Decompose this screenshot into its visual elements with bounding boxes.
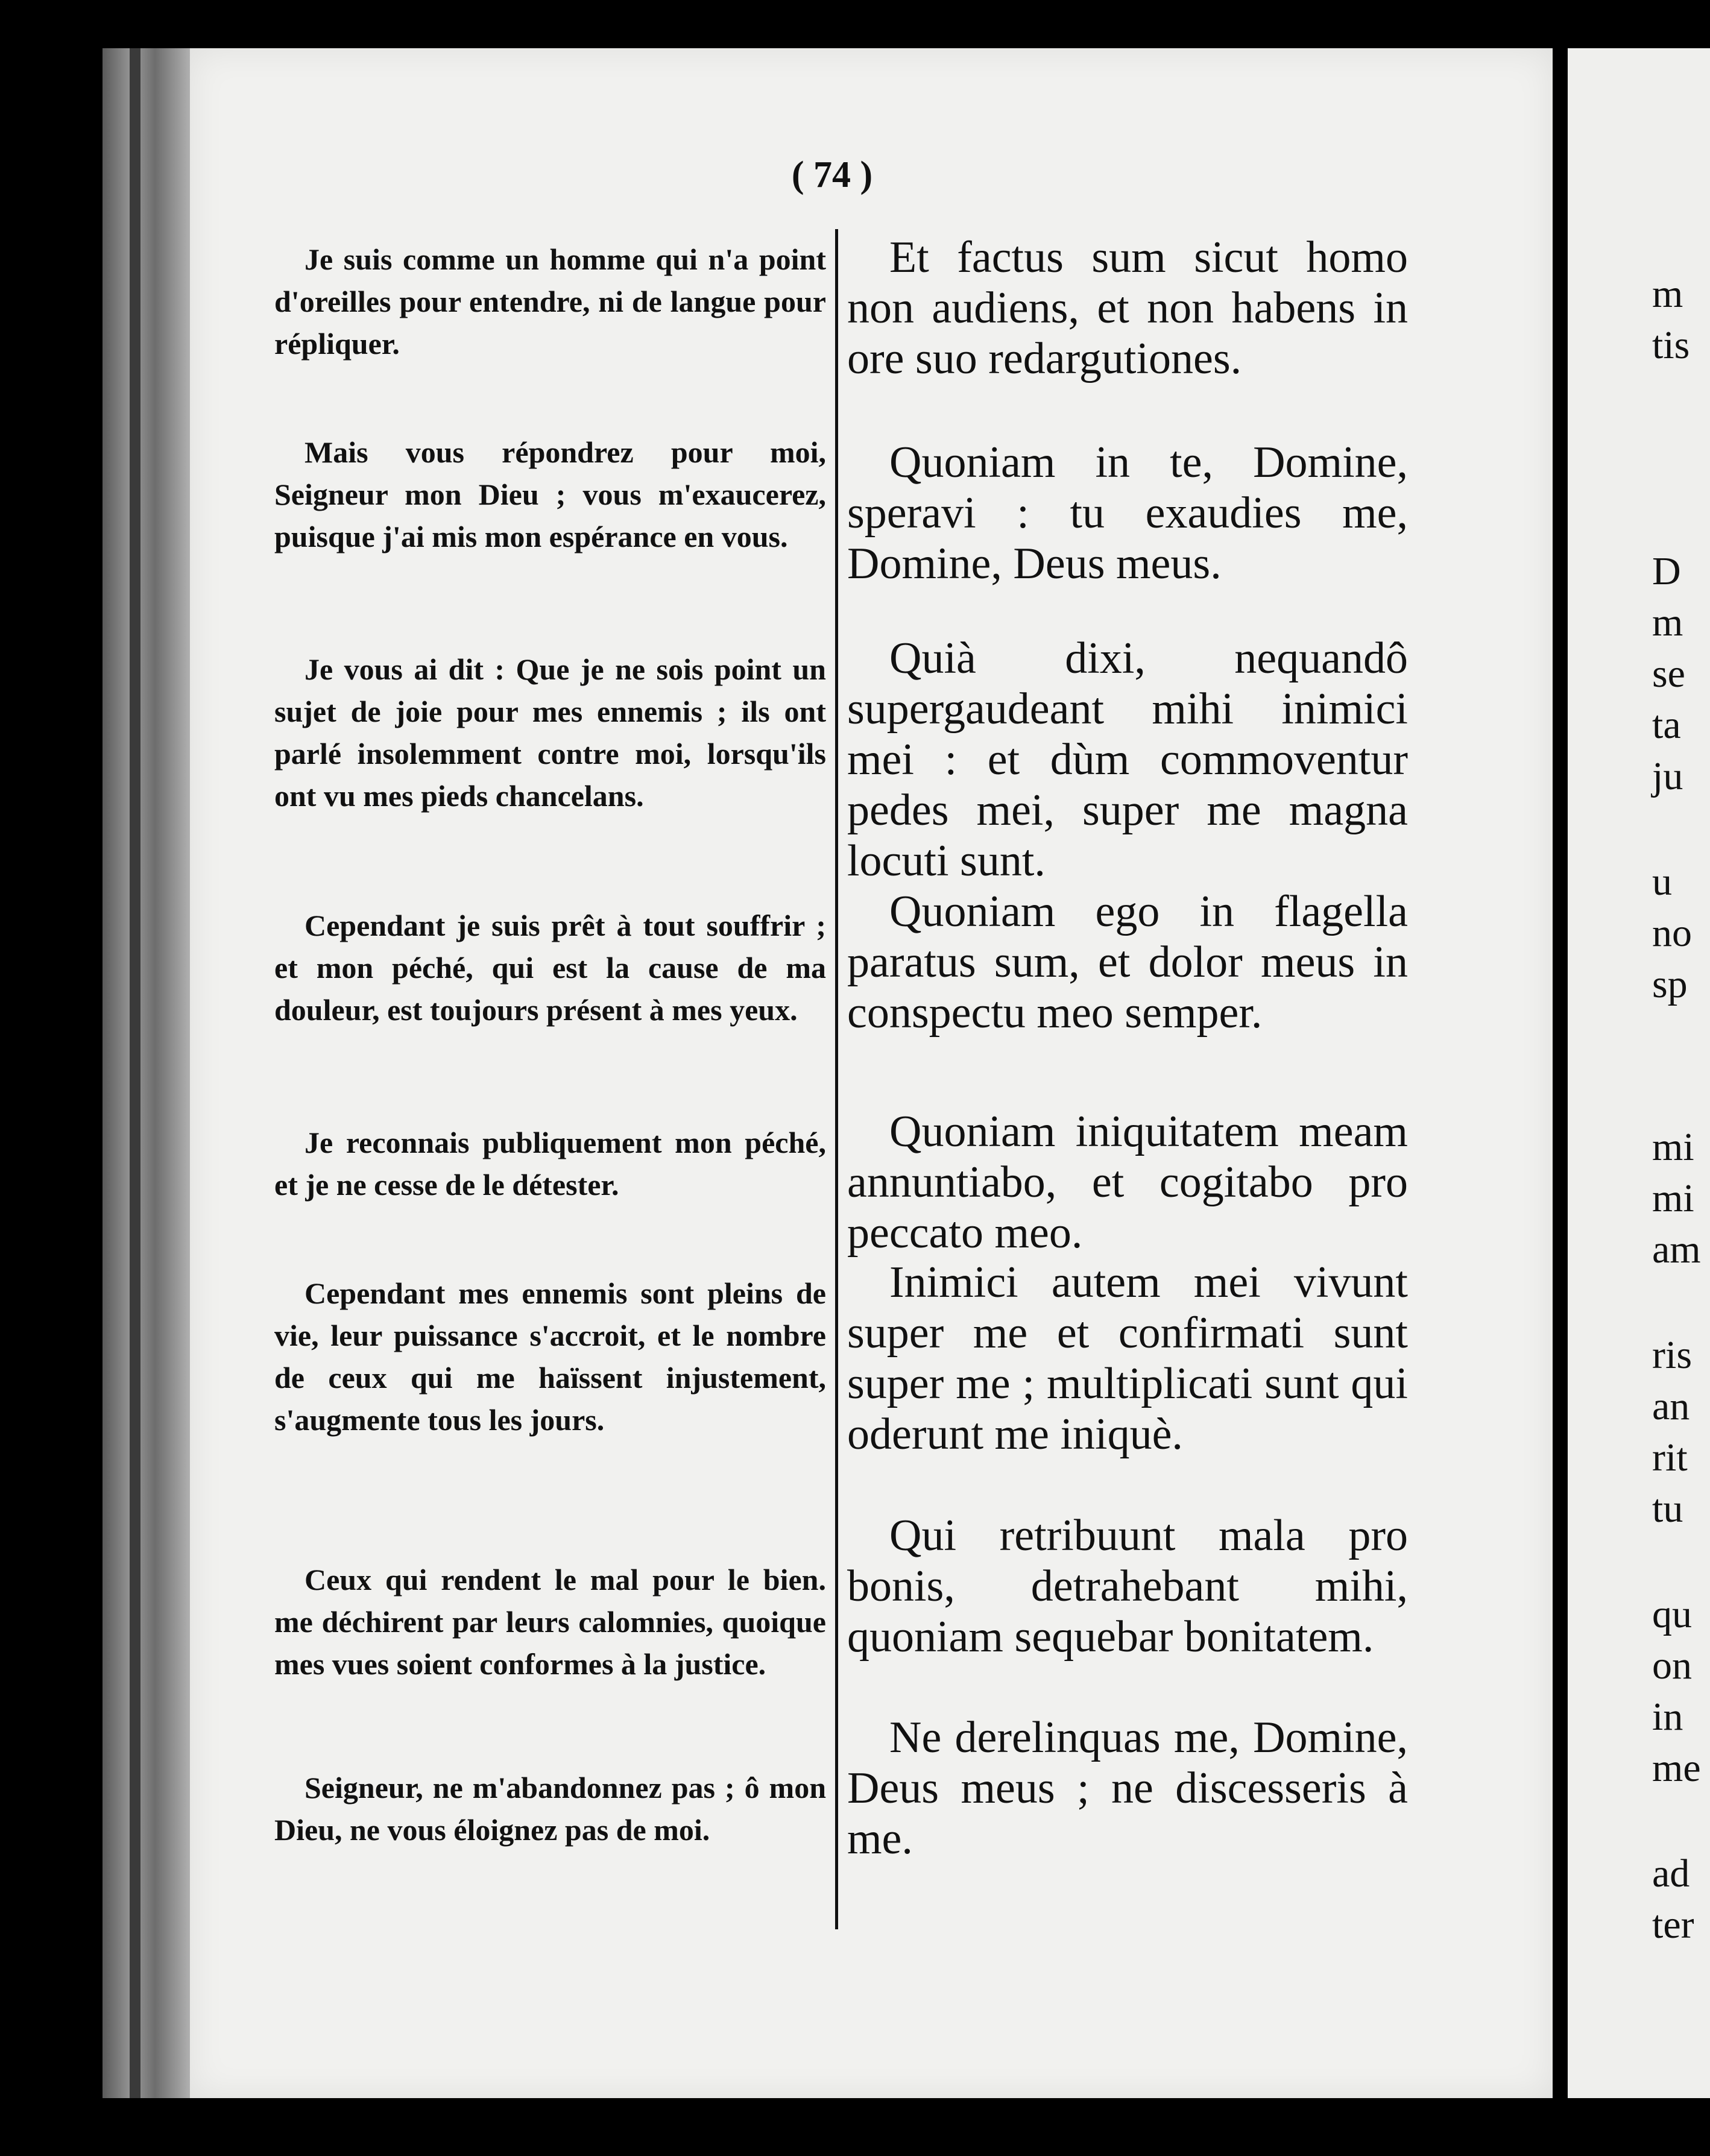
fragment: tu bbox=[1652, 1487, 1683, 1531]
latin-paragraph-7: Qui retribuunt mala pro bonis, detrahebant mihi, quoniam sequebar bonitatem. bbox=[847, 1511, 1408, 1662]
fragment: tis bbox=[1652, 323, 1690, 367]
fragment: no bbox=[1652, 911, 1692, 955]
fragment: in bbox=[1652, 1695, 1683, 1739]
fragment: ta bbox=[1652, 703, 1681, 747]
next-page-fragments bbox=[1568, 48, 1710, 2098]
latin-paragraph-4: Quoniam ego in flagella paratus sum, et dolor meus in conspectu meo semper. bbox=[847, 887, 1408, 1038]
fragment: rit bbox=[1652, 1436, 1688, 1480]
latin-paragraph-2: Quoniam in te, Domine, speravi : tu exaudies me, Domine, Deus meus. bbox=[847, 438, 1408, 588]
french-paragraph-8: Seigneur, ne m'abandonnez pas ; ô mon Dieu, ne vous éloignez pas de moi. bbox=[274, 1771, 826, 1847]
fragment: D bbox=[1652, 549, 1681, 593]
french-paragraph-7: Ceux qui rendent le mal pour le bien. me déchirent par leurs calomnies, quoique mes vues soient conformes à la justice. bbox=[274, 1563, 826, 1681]
fragment: on bbox=[1652, 1644, 1692, 1688]
latin-paragraph-3: Quià dixi, nequandô supergaudeant mihi inimici mei : et dùm commoventur pedes mei, super me magna locuti sunt. bbox=[847, 634, 1408, 886]
latin-paragraph-5: Quoniam iniquitatem meam annuntiabo, et cogitabo pro peccato meo. bbox=[847, 1107, 1408, 1258]
fragment: am bbox=[1652, 1228, 1701, 1272]
fragment: ju bbox=[1652, 754, 1683, 798]
fragment: m bbox=[1652, 600, 1683, 645]
fragment: me bbox=[1652, 1746, 1701, 1790]
fragment: mi bbox=[1652, 1176, 1694, 1220]
latin-paragraph-8: Ne derelinquas me, Domine, Deus meus ; ne discesseris à me. bbox=[847, 1713, 1408, 1864]
fragment: ter bbox=[1652, 1903, 1694, 1947]
french-paragraph-2: Mais vous répondrez pour moi, Seigneur mon Dieu ; vous m'exaucerez, puisque j'ai mis mon espérance en vous. bbox=[274, 435, 826, 553]
fragment: se bbox=[1652, 652, 1685, 696]
fragment: an bbox=[1652, 1384, 1690, 1428]
fragment: sp bbox=[1652, 962, 1688, 1006]
latin-paragraph-1: Et factus sum sicut homo non audiens, et non habens in ore suo redargutiones. bbox=[847, 233, 1408, 383]
fragment: m bbox=[1652, 272, 1683, 316]
page-number: ( 74 ) bbox=[791, 154, 873, 195]
fragment: ad bbox=[1652, 1852, 1690, 1896]
fragment: qu bbox=[1652, 1592, 1692, 1636]
fragment: u bbox=[1652, 860, 1672, 904]
french-paragraph-5: Je reconnais publiquement mon péché, et je ne cesse de le détester. bbox=[274, 1126, 826, 1202]
french-paragraph-1: Je suis comme un homme qui n'a point d'oreilles pour entendre, ni de langue pour répliquer. bbox=[274, 242, 826, 361]
french-paragraph-3: Je vous ai dit : Que je ne sois point un sujet de joie pour mes ennemis ; ils ont parlé insolemment contre moi, lorsqu'ils ont vu mes pieds chancelans. bbox=[274, 652, 826, 813]
column-divider bbox=[835, 229, 838, 1929]
fragment: mi bbox=[1652, 1125, 1694, 1169]
latin-paragraph-6: Inimici autem mei vivunt super me et confirmati sunt super me ; multiplicati sunt qui oderunt me iniquè. bbox=[847, 1258, 1408, 1459]
scanner-edge bbox=[103, 48, 190, 2098]
french-paragraph-4: Cependant je suis prêt à tout souffrir ; et mon péché, qui est la cause de ma douleur, est toujours présent à mes yeux. bbox=[274, 909, 826, 1027]
french-paragraph-6: Cependant mes ennemis sont pleins de vie, leur puissance s'accroit, et le nombre de ceux qui me haïssent injustement, s'augmente tous les jours. bbox=[274, 1276, 826, 1437]
fragment: ris bbox=[1652, 1333, 1692, 1377]
scanner-edge-shadow bbox=[130, 48, 140, 2098]
